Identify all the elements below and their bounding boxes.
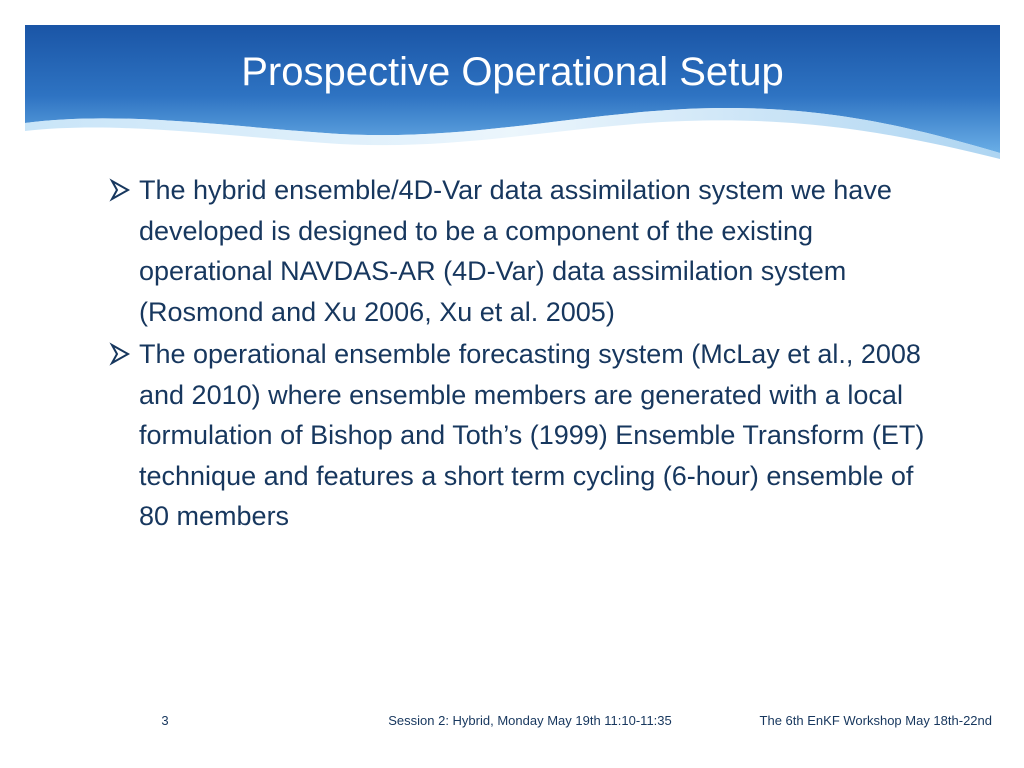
bullet-item bbox=[108, 170, 938, 332]
footer-session-info: Session 2: Hybrid, Monday May 19th 11:10-11:35 bbox=[388, 713, 672, 728]
footer-workshop-info: The 6th EnKF Workshop May 18th-22nd bbox=[759, 713, 992, 728]
arrow-bullet-icon bbox=[108, 178, 132, 202]
arrow-bullet-icon bbox=[108, 342, 132, 366]
bullet-text: The operational ensemble forecasting system (McLay et al., 2008 and 2010) where ensemble members are generated with a local formulation of Bishop and Toth’s (1999) Ensemble Transform (ET) technique and features a short term cycling (6-hour) ensemble of 80 members bbox=[139, 339, 925, 531]
bullet-list bbox=[108, 170, 938, 539]
footer-page-number: 3 bbox=[161, 713, 169, 728]
bullet-text: The hybrid ensemble/4D-Var data assimilation system we have developed is designed to be a component of the existing operational NAVDAS-AR (4D-Var) data assimilation system (Rosmond and Xu 2006, Xu et al. 2005) bbox=[139, 175, 892, 327]
slide-title: Prospective Operational Setup bbox=[241, 50, 784, 94]
bullet-item bbox=[108, 334, 938, 537]
